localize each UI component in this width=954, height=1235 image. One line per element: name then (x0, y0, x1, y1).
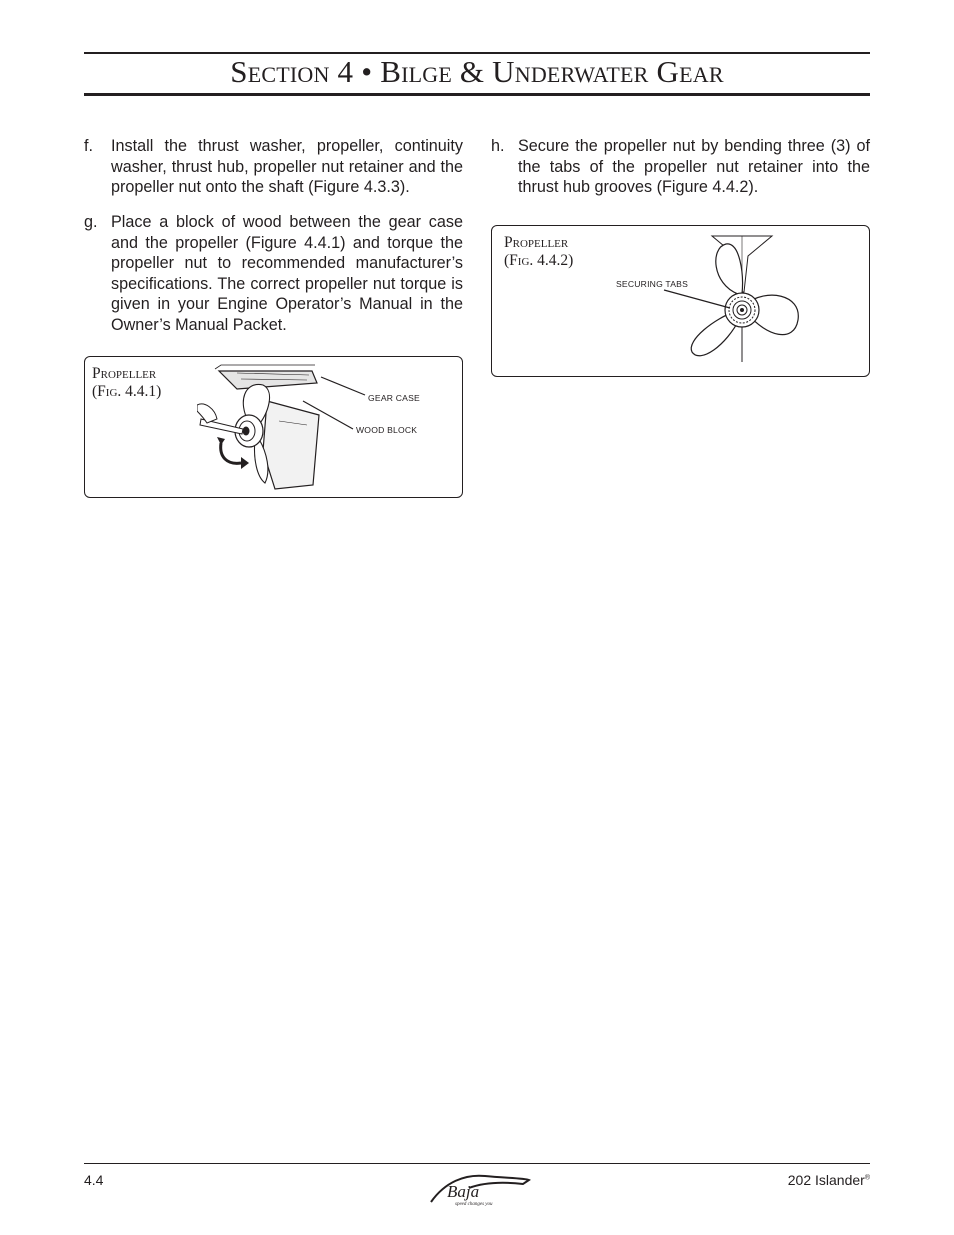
step-text: Secure the propeller nut by bending three (3) of the tabs of the propeller nut retainer into the thrust hub grooves (Figure 4.4.2). (518, 137, 870, 196)
figure-caption (92, 365, 161, 401)
callout-wood-block: WOOD BLOCK (356, 425, 418, 435)
callout-leader-lines (295, 371, 435, 461)
step-letter: h. (491, 137, 505, 155)
logo-tagline: speed changes you (455, 1202, 493, 1207)
baja-logo (425, 1172, 535, 1208)
logo-wordmark: Baja (447, 1182, 480, 1201)
figure-caption (504, 234, 573, 270)
footer-model (788, 1172, 870, 1188)
page-number: 4.4 (84, 1172, 104, 1188)
callout-gear-case: GEAR CASE (368, 393, 420, 403)
figure-title: Propeller (504, 234, 569, 251)
figure-ref: (Fig. 4.4.2) (504, 252, 574, 269)
step-text: Install the thrust washer, propeller, continuity washer, thrust hub, propeller nut retainer and the propeller nut onto the shaft (Figure 4.3.3). (111, 137, 463, 196)
figure-4-4-2 (491, 225, 870, 377)
step-letter: g. (84, 213, 98, 231)
footer-rule (84, 1163, 870, 1164)
step-h (491, 136, 870, 200)
step-f (84, 136, 463, 200)
step-g (84, 212, 463, 337)
step-letter: f. (84, 137, 93, 155)
section-title: Section 4 • Bilge & Underwater Gear (230, 54, 724, 89)
step-text: Place a block of wood between the gear case and the propeller (Figure 4.4.1) and torque the propeller nut to recommended manufacturer’s specifications. The correct propeller nut torque is given in your Engine Operator’s Manual in the Owner’s Manual Packet. (111, 213, 463, 334)
registered-mark: ® (864, 1174, 870, 1182)
figure-title: Propeller (92, 365, 157, 382)
model-name: 202 Islander (787, 1172, 865, 1188)
figure-ref: (Fig. 4.4.1) (92, 383, 162, 400)
header-bottom-rule (84, 93, 870, 96)
figure-4-4-1 (84, 356, 463, 498)
callout-leader-line (662, 288, 742, 328)
callout-securing-tabs: SECURING TABS (616, 279, 688, 289)
